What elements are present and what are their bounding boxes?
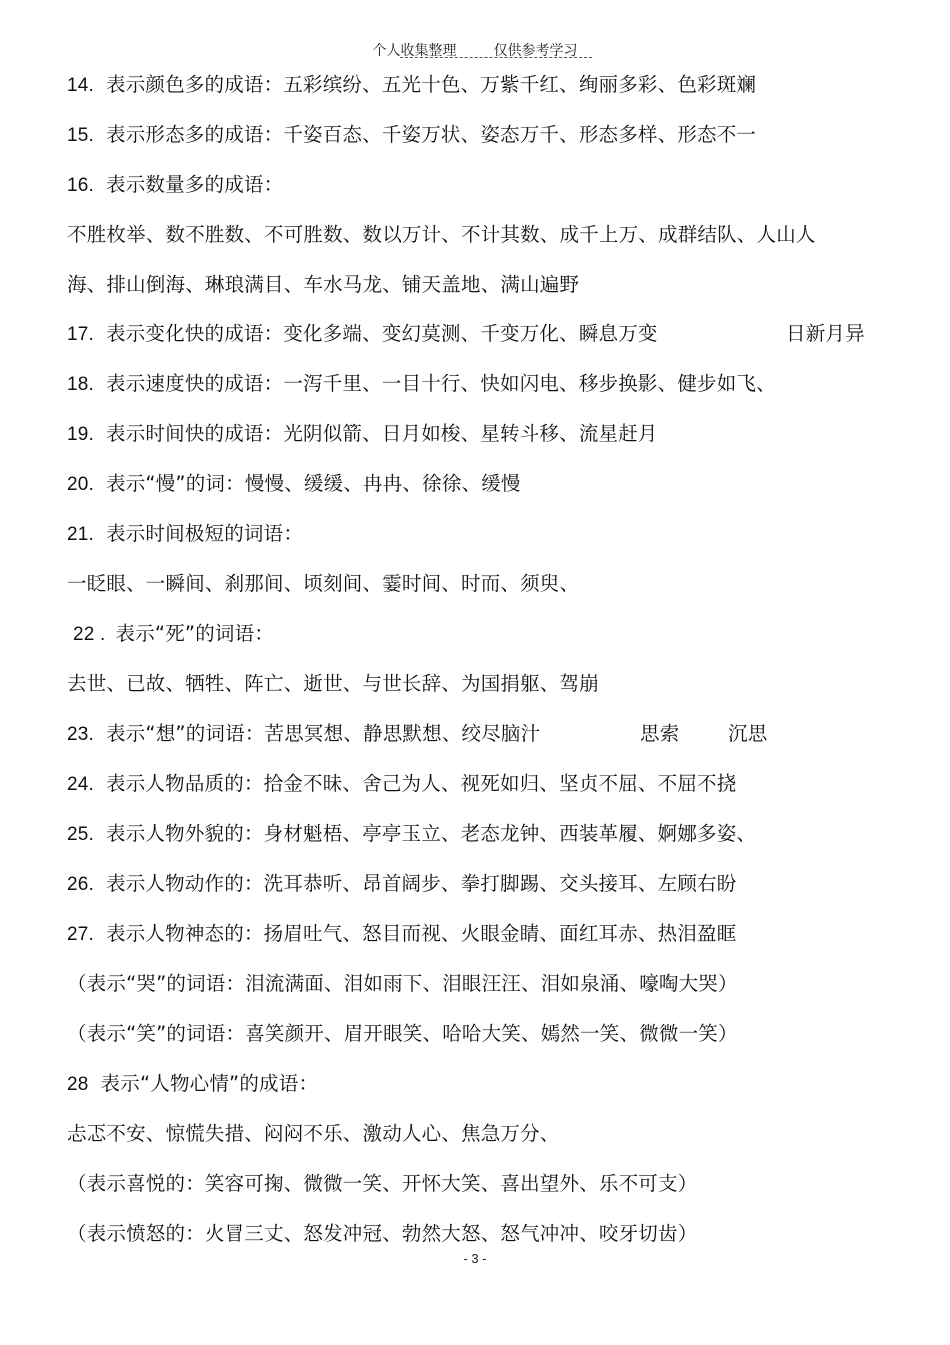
- item-number: 15.: [67, 125, 95, 146]
- item-number: 16.: [67, 175, 95, 196]
- text-line: [67, 972, 738, 996]
- line-text: 表示人物外貌的：身材魁梧、亭亭玉立、老态龙钟、西装革履、婀娜多姿、: [106, 822, 757, 845]
- text-line: [67, 822, 756, 847]
- item-number: 27.: [67, 924, 95, 945]
- line-extra-term: 思索: [640, 722, 680, 745]
- page-header: [0, 40, 950, 60]
- text-line: [67, 273, 579, 297]
- text-line: [67, 322, 658, 347]
- line-text: 表示人物品质的：拾金不昧、舍己为人、视死如归、坚贞不屈、不屈不挠: [106, 772, 737, 795]
- line-text: 表示变化快的成语：变化多端、变幻莫测、千变万化、瞬息万变: [106, 322, 658, 345]
- text-line: [67, 1072, 318, 1097]
- item-number: 28: [67, 1074, 89, 1095]
- text-line: [67, 123, 756, 148]
- text-line: [67, 772, 736, 797]
- line-text: （表示喜悦的：笑容可掬、微微一笑、开怀大笑、喜出望外、乐不可支）: [67, 1172, 698, 1195]
- text-line: [73, 622, 274, 647]
- text-line: [67, 73, 756, 98]
- text-line: [67, 922, 736, 947]
- text-line: [67, 572, 579, 596]
- line-text: 海、排山倒海、琳琅满目、车水马龙、铺天盖地、满山遍野: [67, 273, 580, 296]
- text-line: [67, 872, 736, 897]
- text-line: [67, 1222, 697, 1246]
- line-text: 表示“慢”的词：慢慢、缓缓、冉冉、徐徐、缓慢: [106, 472, 521, 495]
- line-text: （表示“笑”的词语：喜笑颜开、眉开眼笑、哈哈大笑、嫣然一笑、微微一笑）: [67, 1022, 738, 1045]
- text-line: [67, 472, 521, 497]
- text-line: [67, 422, 658, 447]
- item-number: 22 .: [73, 624, 106, 645]
- item-number: 23.: [67, 724, 95, 745]
- item-number: 17.: [67, 324, 95, 345]
- text-line: [67, 223, 816, 247]
- item-number: 21.: [67, 524, 95, 545]
- line-text: 表示颜色多的成语：五彩缤纷、五光十色、万紫千红、绚丽多彩、色彩斑斓: [106, 73, 757, 96]
- header-underline: [400, 57, 592, 58]
- line-extra-term: 沉思: [728, 722, 768, 745]
- line-text: 不胜枚举、数不胜数、不可胜数、数以万计、不计其数、成千上万、成群结队、人山人: [67, 223, 816, 246]
- page-number: - 3 -: [463, 1251, 487, 1266]
- line-text: 表示人物动作的：洗耳恭听、昂首阔步、拳打脚踢、交头接耳、左顾右盼: [106, 872, 737, 895]
- text-line: [67, 173, 283, 198]
- text-line: [67, 722, 540, 747]
- item-number: 19.: [67, 424, 95, 445]
- text-line: [67, 672, 599, 696]
- text-line: [67, 522, 303, 547]
- line-text: 表示“人物心情”的成语：: [100, 1072, 319, 1095]
- text-line: [67, 1122, 560, 1146]
- line-text: 表示时间快的成语：光阴似箭、日月如梭、星转斗移、流星赶月: [106, 422, 658, 445]
- line-text: 表示速度快的成语：一泻千里、一目十行、快如闪电、移步换影、健步如飞、: [106, 372, 776, 395]
- text-line: [67, 1022, 738, 1046]
- item-number: 14.: [67, 75, 95, 96]
- line-text: （表示愤怒的：火冒三丈、怒发冲冠、勃然大怒、怒气冲冲、咬牙切齿）: [67, 1222, 698, 1245]
- text-line: [67, 1172, 697, 1196]
- line-text: 去世、已故、牺牲、阵亡、逝世、与世长辞、为国捐躯、驾崩: [67, 672, 599, 695]
- line-text: 表示时间极短的词语：: [106, 522, 304, 545]
- item-number: 26.: [67, 874, 95, 895]
- line-text: （表示“哭”的词语：泪流满面、泪如雨下、泪眼汪汪、泪如泉涌、嚎啕大哭）: [67, 972, 738, 995]
- line-text: 表示“死”的词语：: [115, 622, 275, 645]
- header-left-text: 个人收集整理: [372, 43, 457, 59]
- item-number: 25.: [67, 824, 95, 845]
- item-number: 18.: [67, 374, 95, 395]
- line-text: 表示“想”的词语：苦思冥想、静思默想、绞尽脑汁: [106, 722, 541, 745]
- line-text: 表示形态多的成语：千姿百态、千姿万状、姿态万千、形态多样、形态不一: [106, 123, 757, 146]
- line-text: 忐忑不安、惊慌失措、闷闷不乐、激动人心、焦急万分、: [67, 1122, 560, 1145]
- line-text: 表示人物神态的：扬眉吐气、怒目而视、火眼金睛、面红耳赤、热泪盈眶: [106, 922, 737, 945]
- line-text: 一眨眼、一瞬间、刹那间、顷刻间、霎时间、时而、须臾、: [67, 572, 580, 595]
- header-right-text: 仅供参考学习: [493, 43, 578, 59]
- item-number: 24.: [67, 774, 95, 795]
- text-line: [67, 372, 776, 397]
- line-extra-term: 日新月异: [786, 322, 865, 345]
- item-number: 20.: [67, 474, 95, 495]
- line-text: 表示数量多的成语：: [106, 173, 284, 196]
